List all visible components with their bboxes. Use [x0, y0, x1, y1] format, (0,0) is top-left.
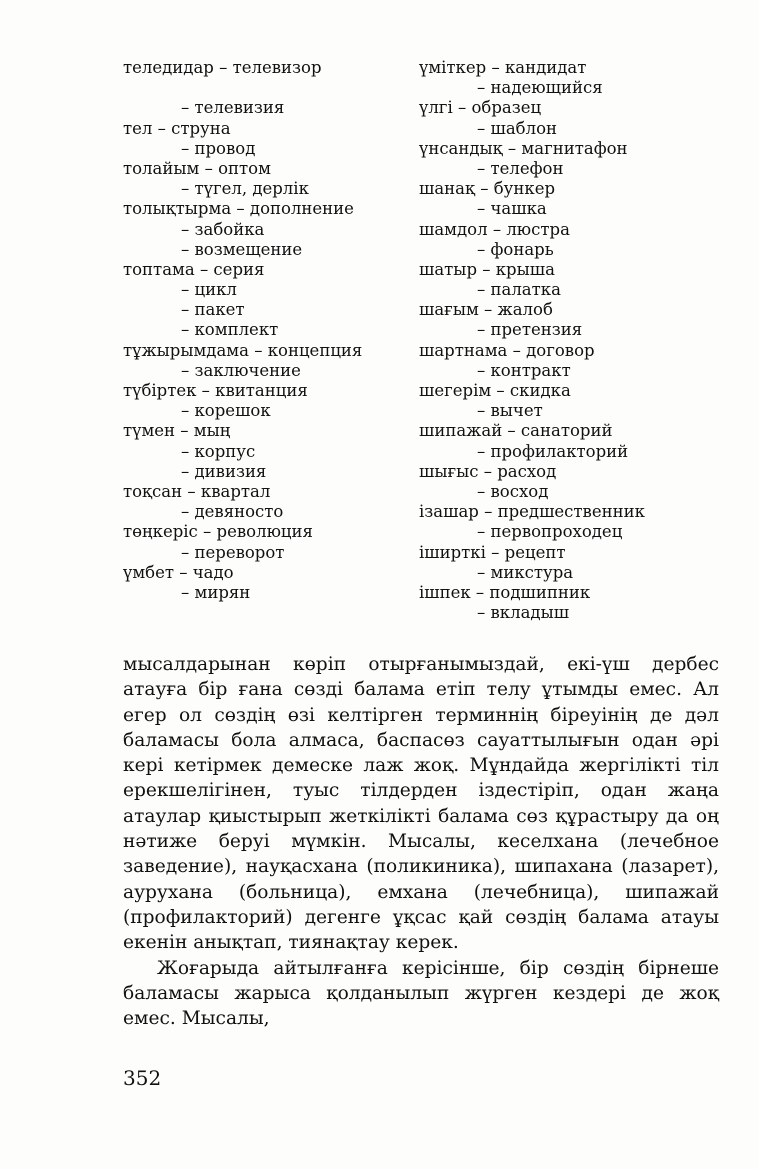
term-equivalent: – вычет: [477, 401, 543, 421]
term-entry: үміткер – кандидат: [419, 58, 587, 77]
term-entry: шағым – жалоб: [419, 300, 553, 320]
term-equivalent: – девяносто: [181, 502, 284, 522]
term-equivalent: – корпус: [181, 441, 256, 461]
term-entry: үнсандық – магнитафон: [419, 138, 628, 158]
term-equivalent: – восход: [477, 481, 549, 501]
term-equivalent: – пакет: [181, 300, 245, 320]
term-entry: топтама – серия: [123, 259, 265, 279]
term-equivalent: – забойка: [181, 219, 265, 239]
term-equivalent: – провод: [181, 138, 256, 158]
term-equivalent: – заключение: [181, 360, 301, 380]
term-entry: шипажай – санаторий: [419, 421, 613, 441]
term-equivalent: – мирян: [181, 582, 251, 602]
term-entry: шамдол – люстра: [419, 219, 570, 239]
term-equivalent: – шаблон: [477, 118, 558, 138]
term-equivalent: – контракт: [477, 360, 571, 380]
body-text: [123, 652, 719, 1031]
term-equivalent: – телевизия: [181, 98, 285, 118]
term-equivalent: – түгел, дерлік: [181, 179, 309, 199]
term-entry: [123, 78, 362, 98]
term-entry: үлгі – образец: [419, 98, 542, 118]
term-entry: түмен – мың: [123, 421, 231, 441]
term-entry: тоқсан – квартал: [123, 481, 271, 501]
term-equivalent: – возмещение: [181, 239, 303, 259]
term-entry: толайым – оптом: [123, 158, 271, 178]
term-equivalent: – надеющийся: [477, 78, 603, 98]
term-equivalent: – корешок: [181, 401, 271, 421]
term-equivalent: – переворот: [181, 542, 285, 562]
term-entry: шатыр – крыша: [419, 259, 555, 279]
term-equivalent: – фонарь: [477, 239, 554, 259]
term-entry: ішпек – подшипник: [419, 582, 591, 602]
left-term-column: [123, 58, 362, 603]
paragraph-1: мысалдарынан көріп отырғанымыздай, екі-үш дербес атауға бір ғана сөзді балама етіп телу ұтымды емес. Ал егер ол сөздің өзі келтірген терминнің біреуінің де дәл баламасы бола алмаса, баспасөз сауаттылығын одан әрі кері кетірмек демеске лаж жоқ. Мұндайда жергілікті тіл ерекшелігінен, туыс тілдерден іздестіріп, одан жаңа атаулар қиыстырып жеткілікті балама сөз құрастыру да оң нәтиже беруі мүмкін. Мысалы, кеселхана (лечебное заведение), науқасхана (поликиника), шипахана (лазарет), аурухана (больница), емхана (лечебница), шипажай (профилакторий) дегенге ұқсас қай сөздің балама атауы екенін анықтап, тиянақтау керек.: [123, 654, 719, 954]
term-entry: шығыс – расход: [419, 461, 557, 481]
right-term-column: [419, 58, 645, 623]
term-entry: теледидар – телевизор: [123, 58, 322, 77]
term-entry: шанақ – бункер: [419, 179, 556, 199]
paragraph-2: Жоғарыда айтылғанға керісінше, бір сөздің бірнеше баламасы жарыса қолданылып жүрген кездері де жоқ емес. Мысалы,: [123, 957, 719, 1030]
term-entry: ізашар – предшественник: [419, 502, 645, 522]
term-entry: үмбет – чадо: [123, 562, 234, 582]
term-equivalent: – комплект: [181, 320, 279, 340]
term-equivalent: – палатка: [477, 280, 561, 300]
term-entry: тел – струна: [123, 118, 231, 138]
term-entry: іширткі – рецепт: [419, 542, 566, 562]
term-equivalent: – первопроходец: [477, 522, 623, 542]
term-entry: шартнама – договор: [419, 340, 595, 360]
term-entry: түбіртек – квитанция: [123, 381, 308, 400]
term-equivalent: – претензия: [477, 320, 583, 340]
term-equivalent: – цикл: [181, 280, 237, 300]
page-number: 352: [123, 1066, 162, 1090]
term-entry: толықтырма – дополнение: [123, 199, 354, 219]
term-equivalent: – профилакторий: [477, 441, 629, 461]
term-equivalent: – телефон: [477, 158, 564, 178]
term-equivalent: – вкладыш: [477, 603, 570, 623]
term-equivalent: – микстура: [477, 562, 574, 582]
term-equivalent: – чашка: [477, 199, 547, 219]
term-equivalent: – дивизия: [181, 461, 267, 481]
term-entry: шегерім – скидка: [419, 381, 571, 400]
term-entry: төңкеріс – революция: [123, 522, 313, 542]
term-entry: тұжырымдама – концепция: [123, 340, 363, 360]
